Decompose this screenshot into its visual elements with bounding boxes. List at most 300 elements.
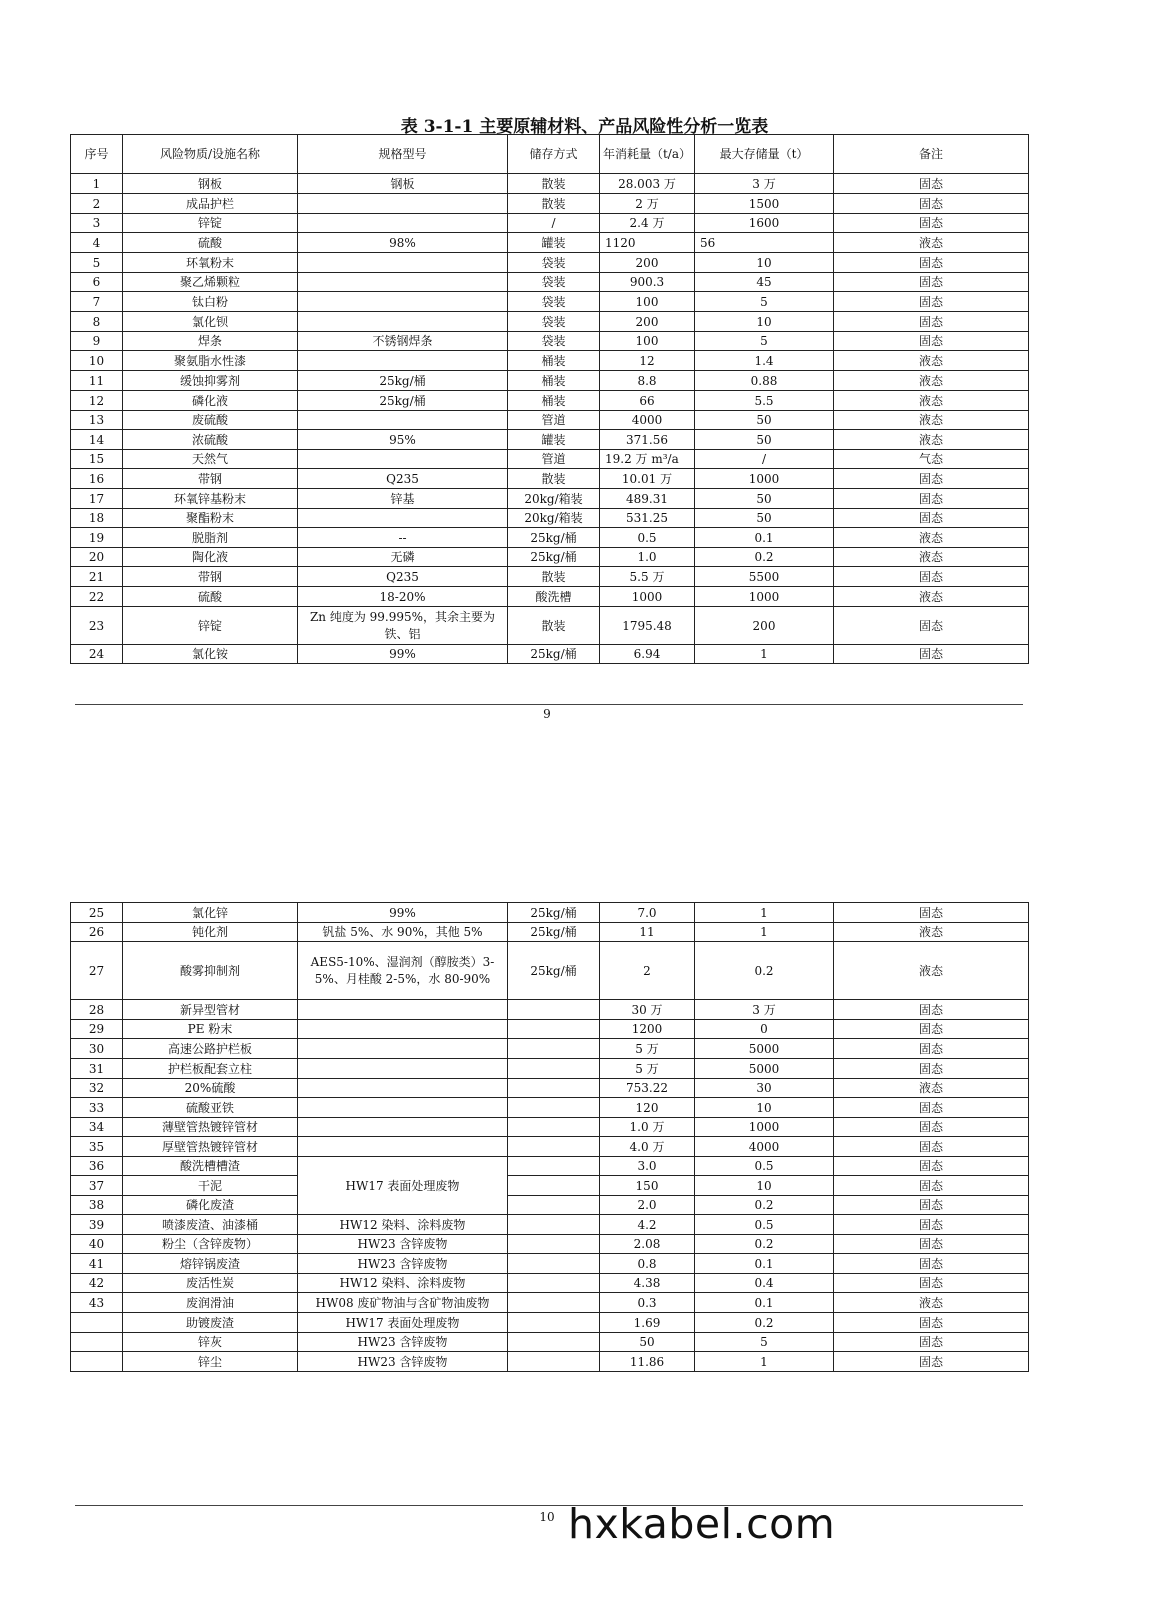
row-number: 23 xyxy=(71,607,123,645)
row-number: 42 xyxy=(71,1274,123,1293)
storage-method xyxy=(508,1274,600,1293)
annual-consumption: 100 xyxy=(600,332,695,351)
row-number: 33 xyxy=(71,1098,123,1118)
spec-model xyxy=(298,292,508,312)
remark: 液态 xyxy=(834,233,1029,253)
spec-model xyxy=(298,253,508,273)
max-storage: 1000 xyxy=(695,587,834,607)
annual-consumption: 1795.48 xyxy=(600,607,695,645)
table-row xyxy=(71,1215,1029,1235)
material-name: 焊条 xyxy=(123,332,298,351)
table-row xyxy=(71,1196,1029,1215)
storage-method: / xyxy=(508,214,600,233)
row-number xyxy=(71,1352,123,1372)
remark: 固态 xyxy=(834,1215,1029,1235)
remark: 固态 xyxy=(834,1059,1029,1079)
storage-method xyxy=(508,1235,600,1254)
storage-method: 散装 xyxy=(508,567,600,587)
max-storage: 1600 xyxy=(695,214,834,233)
material-name: 氯化钡 xyxy=(123,312,298,332)
header-annual: 年消耗量（t/a） xyxy=(600,135,695,174)
annual-consumption: 1.69 xyxy=(600,1313,695,1333)
max-storage: 0.2 xyxy=(695,1313,834,1333)
table-row xyxy=(71,174,1029,194)
material-name: 锌尘 xyxy=(123,1352,298,1372)
spec-model: 25kg/桶 xyxy=(298,371,508,391)
annual-consumption: 1000 xyxy=(600,587,695,607)
row-number: 10 xyxy=(71,351,123,371)
storage-method: 罐装 xyxy=(508,233,600,253)
table-row xyxy=(71,332,1029,351)
storage-method: 25kg/桶 xyxy=(508,942,600,1000)
spec-model: 99% xyxy=(298,903,508,923)
material-name: 锌锭 xyxy=(123,607,298,645)
max-storage: 1500 xyxy=(695,194,834,214)
max-storage: 10 xyxy=(695,253,834,273)
remark: 固态 xyxy=(834,273,1029,292)
spec-model xyxy=(298,1039,508,1059)
remark: 固态 xyxy=(834,1196,1029,1215)
row-number: 12 xyxy=(71,391,123,411)
remark: 固态 xyxy=(834,1176,1029,1196)
storage-method: 25kg/桶 xyxy=(508,923,600,942)
spec-model: 钢板 xyxy=(298,174,508,194)
remark: 液态 xyxy=(834,548,1029,567)
annual-consumption: 5 万 xyxy=(600,1059,695,1079)
annual-consumption: 4.0 万 xyxy=(600,1137,695,1157)
table-row xyxy=(71,489,1029,509)
table-row xyxy=(71,1039,1029,1059)
table-row xyxy=(71,411,1029,430)
spec-model: 18-20% xyxy=(298,587,508,607)
table-header-row xyxy=(71,135,1029,174)
remark: 固态 xyxy=(834,1254,1029,1274)
material-name: 磷化废渣 xyxy=(123,1196,298,1215)
table-row xyxy=(71,312,1029,332)
max-storage: 1 xyxy=(695,923,834,942)
material-name: PE 粉末 xyxy=(123,1020,298,1039)
row-number: 30 xyxy=(71,1039,123,1059)
annual-consumption: 6.94 xyxy=(600,645,695,664)
annual-consumption: 100 xyxy=(600,292,695,312)
storage-method: 管道 xyxy=(508,450,600,469)
row-number: 5 xyxy=(71,253,123,273)
row-number: 2 xyxy=(71,194,123,214)
row-number xyxy=(71,1333,123,1352)
row-number: 39 xyxy=(71,1215,123,1235)
remark: 固态 xyxy=(834,1000,1029,1020)
max-storage: 3 万 xyxy=(695,174,834,194)
storage-method xyxy=(508,1020,600,1039)
materials-table-page-1 xyxy=(70,134,1029,664)
row-number: 17 xyxy=(71,489,123,509)
annual-consumption: 2.08 xyxy=(600,1235,695,1254)
spec-model xyxy=(298,273,508,292)
table-row xyxy=(71,253,1029,273)
table-row xyxy=(71,450,1029,469)
header-max: 最大存储量（t） xyxy=(695,135,834,174)
spec-model xyxy=(298,1118,508,1137)
max-storage: 1.4 xyxy=(695,351,834,371)
spec-model xyxy=(298,1079,508,1098)
row-number: 22 xyxy=(71,587,123,607)
annual-consumption: 531.25 xyxy=(600,509,695,528)
table-row xyxy=(71,607,1029,645)
spec-model xyxy=(298,1137,508,1157)
max-storage: 50 xyxy=(695,430,834,450)
material-name: 环氧粉末 xyxy=(123,253,298,273)
storage-method xyxy=(508,1137,600,1157)
spec-model: 不锈钢焊条 xyxy=(298,332,508,351)
max-storage: 10 xyxy=(695,1176,834,1196)
remark: 固态 xyxy=(834,903,1029,923)
max-storage: 50 xyxy=(695,509,834,528)
remark: 液态 xyxy=(834,411,1029,430)
remark: 固态 xyxy=(834,1039,1029,1059)
annual-consumption: 30 万 xyxy=(600,1000,695,1020)
max-storage: 30 xyxy=(695,1079,834,1098)
row-number: 29 xyxy=(71,1020,123,1039)
annual-consumption: 8.8 xyxy=(600,371,695,391)
table-row xyxy=(71,1176,1029,1196)
max-storage: 5 xyxy=(695,332,834,351)
row-number: 16 xyxy=(71,469,123,489)
storage-method xyxy=(508,1215,600,1235)
remark: 固态 xyxy=(834,469,1029,489)
spec-model xyxy=(298,1059,508,1079)
remark: 固态 xyxy=(834,509,1029,528)
material-name: 20%硫酸 xyxy=(123,1079,298,1098)
spec-model: HW12 染料、涂料废物 xyxy=(298,1274,508,1293)
storage-method: 袋装 xyxy=(508,273,600,292)
annual-consumption: 0.5 xyxy=(600,528,695,548)
remark: 固态 xyxy=(834,489,1029,509)
annual-consumption: 4.38 xyxy=(600,1274,695,1293)
table-row xyxy=(71,509,1029,528)
storage-method: 25kg/桶 xyxy=(508,528,600,548)
table-row xyxy=(71,1333,1029,1352)
max-storage: 10 xyxy=(695,1098,834,1118)
table-row xyxy=(71,1020,1029,1039)
remark: 固态 xyxy=(834,1313,1029,1333)
row-number: 20 xyxy=(71,548,123,567)
remark: 液态 xyxy=(834,371,1029,391)
material-name: 聚酯粉末 xyxy=(123,509,298,528)
material-name: 环氧锌基粉末 xyxy=(123,489,298,509)
annual-consumption: 19.2 万 m³/a xyxy=(600,450,695,469)
storage-method xyxy=(508,1039,600,1059)
material-name: 喷漆废渣、油漆桶 xyxy=(123,1215,298,1235)
material-name: 高速公路护栏板 xyxy=(123,1039,298,1059)
max-storage: 0.1 xyxy=(695,1254,834,1274)
remark: 固态 xyxy=(834,1352,1029,1372)
table-row xyxy=(71,645,1029,664)
table-row xyxy=(71,351,1029,371)
row-number: 25 xyxy=(71,903,123,923)
header-spec: 规格型号 xyxy=(298,135,508,174)
spec-model: HW23 含锌废物 xyxy=(298,1235,508,1254)
max-storage: 10 xyxy=(695,312,834,332)
material-name: 粉尘（含锌废物） xyxy=(123,1235,298,1254)
storage-method: 桶装 xyxy=(508,391,600,411)
annual-consumption: 12 xyxy=(600,351,695,371)
row-number: 31 xyxy=(71,1059,123,1079)
max-storage: 45 xyxy=(695,273,834,292)
page-number-1: 9 xyxy=(543,707,551,721)
annual-consumption: 900.3 xyxy=(600,273,695,292)
material-name: 酸雾抑制剂 xyxy=(123,942,298,1000)
max-storage: 50 xyxy=(695,411,834,430)
row-number: 14 xyxy=(71,430,123,450)
spec-model: HW17 表面处理废物 xyxy=(298,1313,508,1333)
row-number: 19 xyxy=(71,528,123,548)
remark: 液态 xyxy=(834,1079,1029,1098)
remark: 液态 xyxy=(834,430,1029,450)
spec-model xyxy=(298,450,508,469)
max-storage: 5500 xyxy=(695,567,834,587)
storage-method: 酸洗槽 xyxy=(508,587,600,607)
storage-method xyxy=(508,1098,600,1118)
header-name: 风险物质/设施名称 xyxy=(123,135,298,174)
annual-consumption: 4.2 xyxy=(600,1215,695,1235)
max-storage: 0.2 xyxy=(695,942,834,1000)
material-name: 废活性炭 xyxy=(123,1274,298,1293)
spec-model xyxy=(298,351,508,371)
spec-model: HW23 含锌废物 xyxy=(298,1254,508,1274)
table-title: 表 3-1-1 主要原辅材料、产品风险性分析一览表 xyxy=(400,117,769,137)
material-name: 钢板 xyxy=(123,174,298,194)
table-row xyxy=(71,1118,1029,1137)
spec-model xyxy=(298,1020,508,1039)
row-number: 7 xyxy=(71,292,123,312)
material-name: 干泥 xyxy=(123,1176,298,1196)
storage-method: 散装 xyxy=(508,607,600,645)
storage-method: 25kg/桶 xyxy=(508,645,600,664)
material-name: 磷化液 xyxy=(123,391,298,411)
row-number: 9 xyxy=(71,332,123,351)
spec-model xyxy=(298,411,508,430)
storage-method xyxy=(508,1254,600,1274)
storage-method: 散装 xyxy=(508,194,600,214)
annual-consumption: 120 xyxy=(600,1098,695,1118)
annual-consumption: 1120 xyxy=(600,233,695,253)
footer-rule-page-2 xyxy=(75,1505,1023,1506)
max-storage: 0.2 xyxy=(695,548,834,567)
storage-method xyxy=(508,1196,600,1215)
max-storage: 5 xyxy=(695,1333,834,1352)
table-row xyxy=(71,1293,1029,1313)
storage-method: 散装 xyxy=(508,174,600,194)
table-row xyxy=(71,1137,1029,1157)
row-number: 41 xyxy=(71,1254,123,1274)
material-name: 护栏板配套立柱 xyxy=(123,1059,298,1079)
material-name: 浓硫酸 xyxy=(123,430,298,450)
annual-consumption: 753.22 xyxy=(600,1079,695,1098)
storage-method: 20kg/箱装 xyxy=(508,509,600,528)
material-name: 缓蚀抑雾剂 xyxy=(123,371,298,391)
table-row xyxy=(71,567,1029,587)
header-note: 备注 xyxy=(834,135,1029,174)
remark: 固态 xyxy=(834,567,1029,587)
spec-model: HW08 废矿物油与含矿物油废物 xyxy=(298,1293,508,1313)
max-storage: / xyxy=(695,450,834,469)
table-row xyxy=(71,1313,1029,1333)
max-storage: 50 xyxy=(695,489,834,509)
spec-model: HW12 染料、涂料废物 xyxy=(298,1215,508,1235)
table-row xyxy=(71,1235,1029,1254)
max-storage: 200 xyxy=(695,607,834,645)
storage-method xyxy=(508,1352,600,1372)
table-row xyxy=(71,1157,1029,1176)
annual-consumption: 28.003 万 xyxy=(600,174,695,194)
table-row xyxy=(71,1079,1029,1098)
material-name: 氯化锌 xyxy=(123,903,298,923)
storage-method: 罐装 xyxy=(508,430,600,450)
material-name: 硫酸 xyxy=(123,587,298,607)
storage-method xyxy=(508,1079,600,1098)
spec-model: -- xyxy=(298,528,508,548)
annual-consumption: 10.01 万 xyxy=(600,469,695,489)
footer-rule-page-1 xyxy=(75,704,1023,705)
table-row xyxy=(71,923,1029,942)
storage-method xyxy=(508,1313,600,1333)
table-row xyxy=(71,903,1029,923)
table-row xyxy=(71,273,1029,292)
annual-consumption: 1.0 万 xyxy=(600,1118,695,1137)
max-storage: 3 万 xyxy=(695,1000,834,1020)
storage-method xyxy=(508,1176,600,1196)
annual-consumption: 2 万 xyxy=(600,194,695,214)
header-storage: 储存方式 xyxy=(508,135,600,174)
storage-method: 20kg/箱装 xyxy=(508,489,600,509)
material-name: 聚乙烯颗粒 xyxy=(123,273,298,292)
spec-model: HW23 含锌废物 xyxy=(298,1352,508,1372)
max-storage: 0.88 xyxy=(695,371,834,391)
storage-method: 管道 xyxy=(508,411,600,430)
remark: 液态 xyxy=(834,923,1029,942)
material-name: 成品护栏 xyxy=(123,194,298,214)
row-number: 27 xyxy=(71,942,123,1000)
material-name: 酸洗槽槽渣 xyxy=(123,1157,298,1176)
spec-model: HW17 表面处理废物 xyxy=(298,1157,508,1215)
table-row xyxy=(71,1059,1029,1079)
remark: 液态 xyxy=(834,391,1029,411)
max-storage: 0.4 xyxy=(695,1274,834,1293)
table-row xyxy=(71,1352,1029,1372)
storage-method: 袋装 xyxy=(508,332,600,351)
spec-model: Zn 纯度为 99.995%，其余主要为铁、铝 xyxy=(298,607,508,645)
max-storage: 0.2 xyxy=(695,1196,834,1215)
storage-method: 25kg/桶 xyxy=(508,903,600,923)
annual-consumption: 11 xyxy=(600,923,695,942)
remark: 固态 xyxy=(834,1157,1029,1176)
storage-method xyxy=(508,1157,600,1176)
max-storage: 0.1 xyxy=(695,1293,834,1313)
remark: 气态 xyxy=(834,450,1029,469)
spec-model xyxy=(298,214,508,233)
annual-consumption: 11.86 xyxy=(600,1352,695,1372)
spec-model: 99% xyxy=(298,645,508,664)
annual-consumption: 2 xyxy=(600,942,695,1000)
storage-method: 袋装 xyxy=(508,292,600,312)
max-storage: 0.5 xyxy=(695,1157,834,1176)
row-number: 13 xyxy=(71,411,123,430)
remark: 固态 xyxy=(834,312,1029,332)
annual-consumption: 1.0 xyxy=(600,548,695,567)
remark: 固态 xyxy=(834,253,1029,273)
table-row xyxy=(71,587,1029,607)
remark: 液态 xyxy=(834,528,1029,548)
storage-method xyxy=(508,1000,600,1020)
spec-model xyxy=(298,1000,508,1020)
row-number: 38 xyxy=(71,1196,123,1215)
remark: 固态 xyxy=(834,332,1029,351)
max-storage: 1 xyxy=(695,1352,834,1372)
row-number: 26 xyxy=(71,923,123,942)
page-number-2: 10 xyxy=(539,1510,555,1524)
max-storage: 0.2 xyxy=(695,1235,834,1254)
remark: 固态 xyxy=(834,1020,1029,1039)
table-row xyxy=(71,430,1029,450)
row-number: 3 xyxy=(71,214,123,233)
row-number xyxy=(71,1313,123,1333)
max-storage: 5000 xyxy=(695,1039,834,1059)
annual-consumption: 200 xyxy=(600,253,695,273)
annual-consumption: 0.3 xyxy=(600,1293,695,1313)
remark: 固态 xyxy=(834,607,1029,645)
annual-consumption: 200 xyxy=(600,312,695,332)
spec-model xyxy=(298,312,508,332)
row-number: 43 xyxy=(71,1293,123,1313)
material-name: 薄壁管热镀锌管材 xyxy=(123,1118,298,1137)
table-row xyxy=(71,528,1029,548)
row-number: 24 xyxy=(71,645,123,664)
remark: 固态 xyxy=(834,1118,1029,1137)
storage-method: 25kg/桶 xyxy=(508,548,600,567)
annual-consumption: 5.5 万 xyxy=(600,567,695,587)
annual-consumption: 7.0 xyxy=(600,903,695,923)
material-name: 硫酸亚铁 xyxy=(123,1098,298,1118)
spec-model: HW23 含锌废物 xyxy=(298,1333,508,1352)
table-row xyxy=(71,942,1029,1000)
material-name: 带钢 xyxy=(123,567,298,587)
remark: 固态 xyxy=(834,1333,1029,1352)
max-storage: 1000 xyxy=(695,469,834,489)
header-no: 序号 xyxy=(71,135,123,174)
material-name: 助镀废渣 xyxy=(123,1313,298,1333)
material-name: 厚壁管热镀锌管材 xyxy=(123,1137,298,1157)
max-storage: 1 xyxy=(695,903,834,923)
row-number: 21 xyxy=(71,567,123,587)
table-row xyxy=(71,1254,1029,1274)
remark: 固态 xyxy=(834,194,1029,214)
row-number: 11 xyxy=(71,371,123,391)
material-name: 废硫酸 xyxy=(123,411,298,430)
table-row xyxy=(71,1000,1029,1020)
remark: 固态 xyxy=(834,214,1029,233)
material-name: 天然气 xyxy=(123,450,298,469)
remark: 液态 xyxy=(834,587,1029,607)
row-number: 4 xyxy=(71,233,123,253)
annual-consumption: 2.0 xyxy=(600,1196,695,1215)
annual-consumption: 5 万 xyxy=(600,1039,695,1059)
annual-consumption: 66 xyxy=(600,391,695,411)
remark: 液态 xyxy=(834,1293,1029,1313)
material-name: 硫酸 xyxy=(123,233,298,253)
row-number: 34 xyxy=(71,1118,123,1137)
table-row xyxy=(71,1098,1029,1118)
row-number: 6 xyxy=(71,273,123,292)
